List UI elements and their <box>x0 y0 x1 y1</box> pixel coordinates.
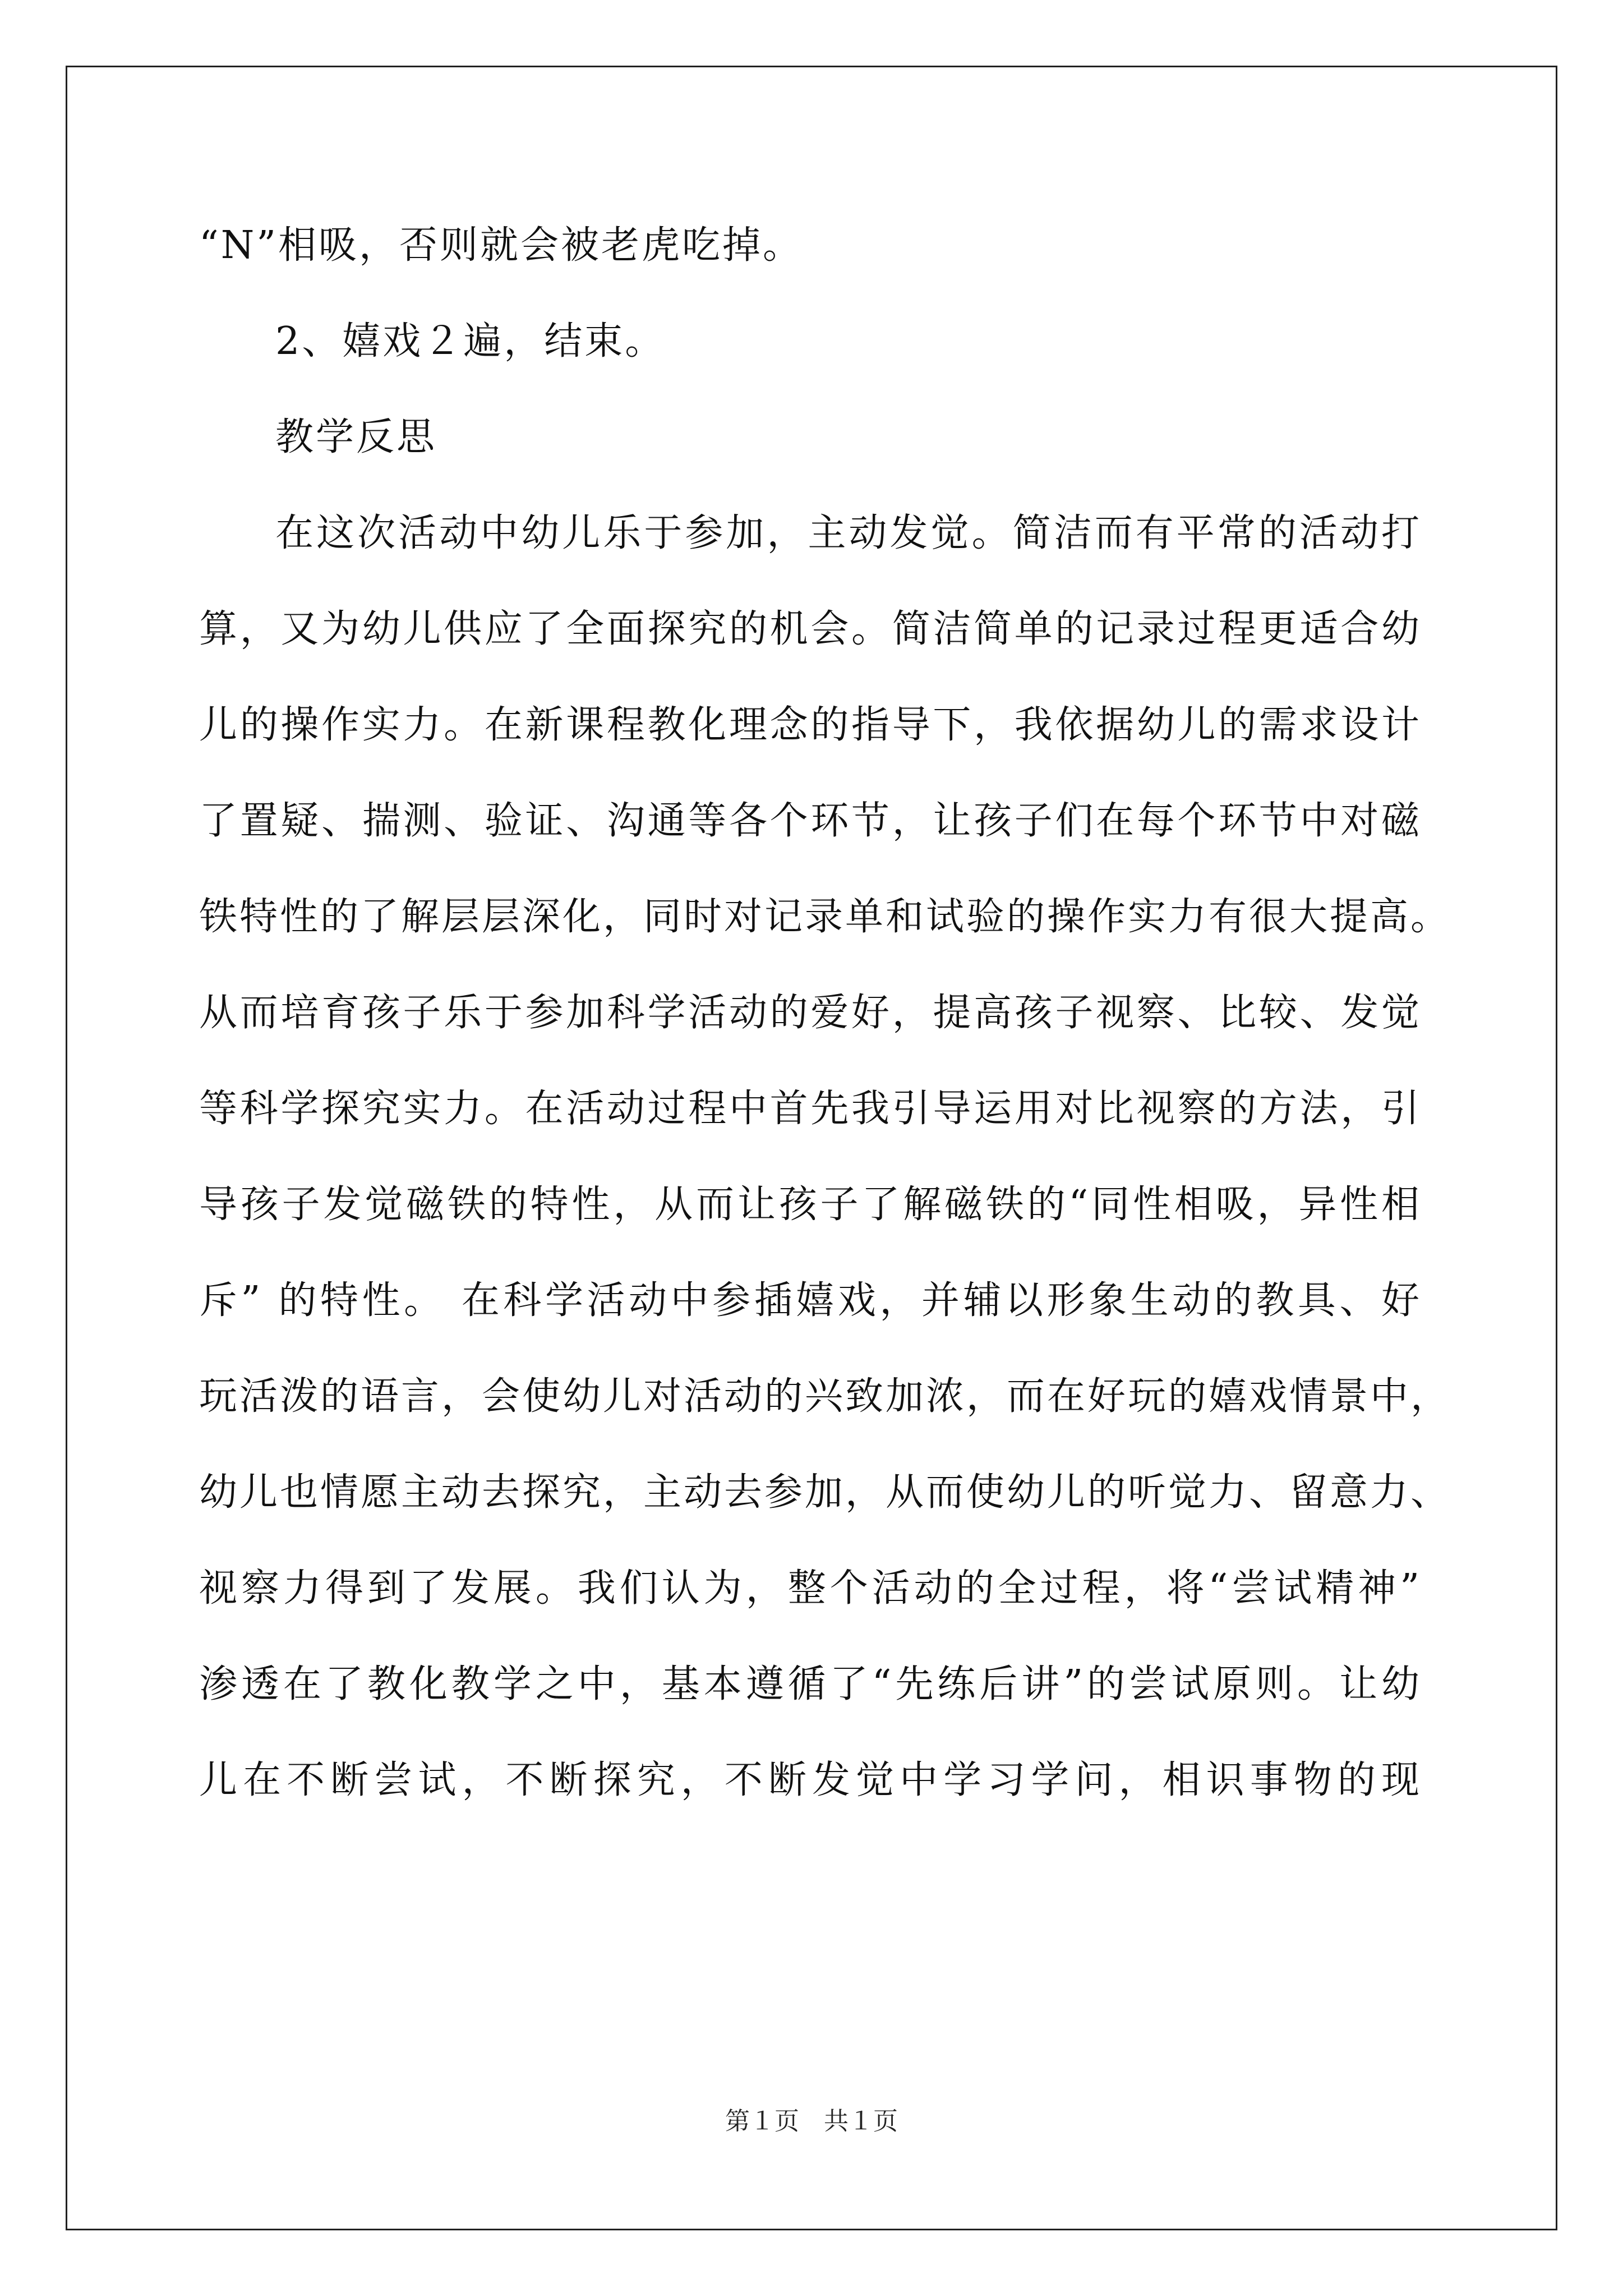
text-line-14: 幼儿也情愿主动去探究，主动去参加，从而使幼儿的听觉力、留意力、 <box>199 1470 1451 1515</box>
page-number-footer: 第１页 共１页 <box>725 2107 898 2136</box>
text-line-13: 玩活泼的语言，会使幼儿对活动的兴致加浓，而在好玩的嬉戏情景中， <box>199 1374 1451 1419</box>
text-line-5: 算，又为幼儿供应了全面探究的机会。简洁简单的记录过程更适合幼 <box>199 607 1422 651</box>
text-line-16: 渗透在了教化教学之中，基本遵循了“先练后讲”的尝试原则。让幼 <box>199 1662 1422 1706</box>
section-heading-teaching-reflection: 教学反思 <box>275 415 437 459</box>
text-line-7: 了置疑、揣测、验证、沟通等各个环节，让孩子们在每个环节中对磁 <box>199 799 1422 843</box>
text-line-2: 2、嬉戏２遍，结束。 <box>275 319 666 364</box>
text-line-11: 导孩子发觉磁铁的特性，从而让孩子了解磁铁的“同性相吸，异性相 <box>199 1182 1422 1227</box>
text-line-8: 铁特性的了解层层深化，同时对记录单和试验的操作实力有很大提高。 <box>199 895 1451 939</box>
text-line-10: 等科学探究实力。在活动过程中首先我引导运用对比视察的方法，引 <box>199 1087 1422 1131</box>
text-line-1: “N”相吸，否则就会被老虎吃掉。 <box>199 223 804 268</box>
text-line-12: 斥” 的特性。 在科学活动中参插嬉戏，并辅以形象生动的教具、好 <box>199 1278 1422 1323</box>
text-line-15: 视察力得到了发展。我们认为，整个活动的全过程，将“尝试精神” <box>199 1566 1422 1611</box>
text-line-17: 儿在不断尝试，不断探究，不断发觉中学习学问，相识事物的现 <box>199 1758 1422 1802</box>
text-line-4: 在这次活动中幼儿乐于参加，主动发觉。简洁而有平常的活动打 <box>275 511 1422 555</box>
page-border <box>66 66 1557 2230</box>
text-line-9: 从而培育孩子乐于参加科学活动的爱好，提高孩子视察、比较、发觉 <box>199 991 1422 1035</box>
text-line-6: 儿的操作实力。在新课程教化理念的指导下，我依据幼儿的需求设计 <box>199 703 1422 747</box>
